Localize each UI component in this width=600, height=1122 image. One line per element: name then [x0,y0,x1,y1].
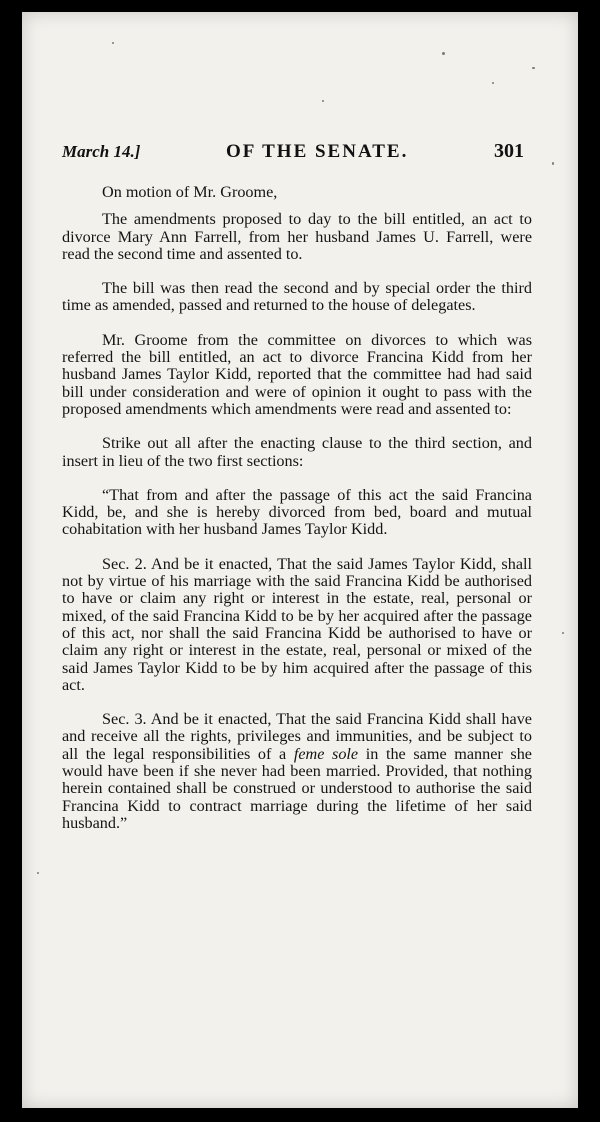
paragraph-committee-report: Mr. Groome from the committee on divorces to which was referred the bill entitled, an act to divorce Francina Kidd from her husband James Taylor Kidd, reported that the committee had had said bill under consideration and were of opinion it ought to pass with the proposed amendments which amendments were read and assented to: [62,330,532,418]
page-header [62,140,524,166]
document-page [22,12,578,1108]
paragraph-strike-out: Strike out all after the enacting clause to the third section, and insert in lieu of the two first sections: [62,434,532,470]
paragraph-section-3 [62,711,532,832]
paragraph-amendments-farrell: The amendments proposed to day to the bill entitled, an act to divorce Mary Ann Farrell, from her husband James U. Farrell, were read the second time and assented to. [62,210,532,263]
header-date: March 14.] [62,142,141,161]
print-speck [37,872,39,874]
print-speck [442,52,445,55]
journal-body [62,184,532,849]
header-title: OF THE SENATE. [226,141,409,162]
feme-sole-term: feme sole [293,744,359,763]
print-speck [562,632,564,634]
section-3-text-b: in the same manner she would have been if she never had been married. Provided, that nothing herein contained shall be construed or understood to authorise the said Francina Kidd to contract marriage during the lifetime of her said husband.” [62,744,532,832]
print-speck [532,67,535,69]
header-page-number: 301 [494,140,524,162]
section-3-text-a: Sec. 3. And be it enacted, That the said Francina Kidd shall have and receive all the rights, privileges and immunities, and be subject to all the legal responsibilities of a [62,710,532,763]
paragraph-motion: On motion of Mr. Groome, [102,183,278,201]
paragraph-section-2: Sec. 2. And be it enacted, That the said James Taylor Kidd, shall not by virtue of his marriage with the said Francina Kidd be authorised to have or claim any right or interest in the estate, real, personal or mixed, of the said Francina Kidd to be by her acquired after the passage of this act, nor shall the said Francina Kidd be authorised to have or claim any right or interest in the estate, real, personal or mixed of the said James Taylor Kidd to be by him acquired after the passage of this act. [62,554,532,694]
paragraph-divorce-clause: “That from and after the passage of this act the said Francina Kidd, be, and she is hereby divorced from bed, board and mutual cohabitation with her husband James Taylor Kidd. [62,485,532,539]
print-speck [552,162,554,165]
print-speck [492,82,494,84]
print-speck [112,42,114,44]
print-speck [322,100,324,102]
paragraph-bill-passed: The bill was then read the second and by special order the third time as amended, passed and returned to the house of delegates. [62,279,532,315]
